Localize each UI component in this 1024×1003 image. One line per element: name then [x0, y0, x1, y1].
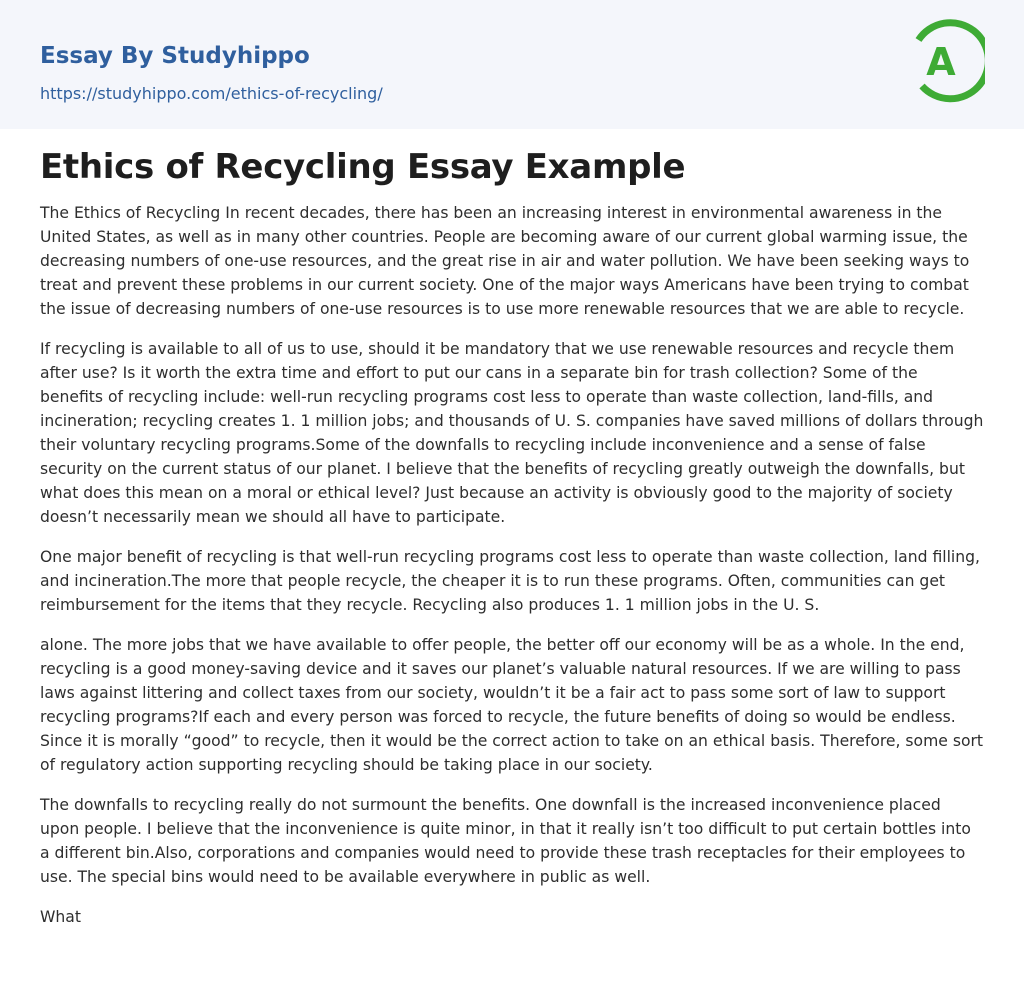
essay-paragraph: If recycling is available to all of us to use, should it be mandatory that we use renewable resources and recycle them after use? Is it worth the extra time and effort to put our cans in a separate bin for trash collection? Some of the benefits of recycling include: well-run recycling programs cost less to operate than waste collection, land-fills, and incineration; recycling creates 1. 1 million jobs; and thousands of U. S. companies have saved millions of dollars through their voluntary recycling programs.Some of the downfalls to recycling include inconvenience and a sense of false security on the current status of our planet. I believe that the benefits of recycling greatly outweigh the downfalls, but what does this mean on a moral or ethical level? Just because an activity is obviously good to the majority of society doesn’t necessarily mean we should all have to participate. — [40, 340, 984, 526]
essay-paragraph: alone. The more jobs that we have available to offer people, the better off our economy will be as a whole. In the end, recycling is a good money-saving device and it saves our planet’s valuable natural resources. If we are willing to pass laws against littering and collect taxes from our society, wouldn’t it be a fair act to pass some sort of law to support recycling programs?If each and every person was forced to recycle, the future benefits of doing so would be endless. Since it is morally “good” to recycle, then it would be the correct action to take on an ethical basis. Therefore, some sort of regulatory action supporting recycling should be taking place in our society. — [40, 636, 984, 774]
essay-url-link[interactable]: https://studyhippo.com/ethics-of-recycling/ — [40, 84, 383, 103]
logo-letter: A — [926, 40, 956, 84]
studyhippo-logo-icon[interactable] — [915, 18, 985, 106]
essay-title: Ethics of Recycling Essay Example — [40, 147, 686, 187]
site-header — [0, 0, 1024, 129]
brand-name[interactable]: Essay By Studyhippo — [40, 43, 310, 69]
essay-paragraph: What — [40, 908, 81, 926]
essay-paragraph: One major benefit of recycling is that well-run recycling programs cost less to operate than waste collection, land filling, and incineration.The more that people recycle, the cheaper it is to run these programs. Often, communities can get reimbursement for the items that they recycle. Recycling also produces 1. 1 million jobs in the U. S. — [40, 548, 981, 614]
essay-paragraph: The Ethics of Recycling In recent decades, there has been an increasing interest in environmental awareness in the United States, as well as in many other countries. People are becoming aware of our current global warming issue, the decreasing numbers of one-use resources, and the great rise in air and water pollution. We have been seeking ways to treat and prevent these problems in our current society. One of the major ways Americans have been trying to combat the issue of decreasing numbers of one-use resources is to use more renewable resources that we are able to recycle. — [40, 204, 970, 318]
essay-paragraph: The downfalls to recycling really do not surmount the benefits. One downfall is the increased inconvenience placed upon people. I believe that the inconvenience is quite minor, in that it really isn’t too difficult to put certain bottles into a different bin.Also, corporations and companies would need to provide these trash receptacles for their employees to use. The special bins would need to be available everywhere in public as well. — [40, 796, 971, 886]
essay-content — [0, 145, 1024, 929]
